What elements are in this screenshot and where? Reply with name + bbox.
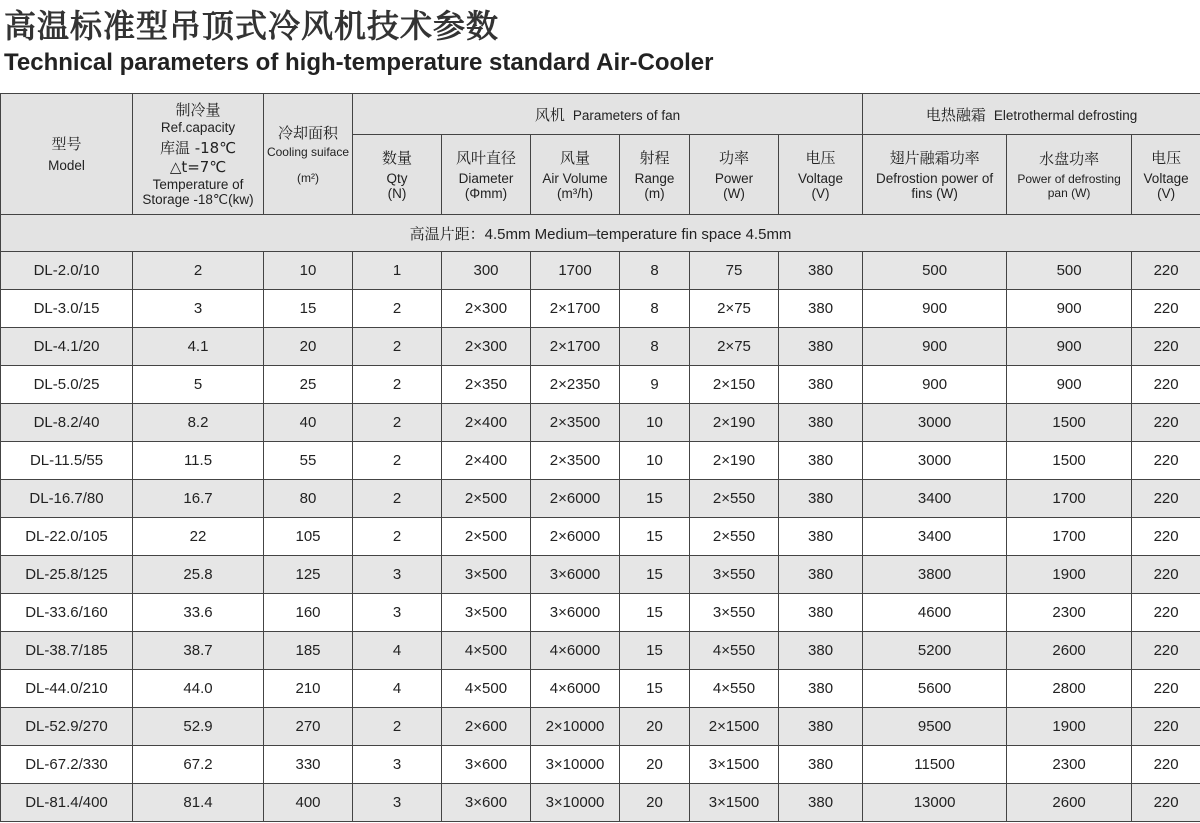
cell-fin-power: 3800	[863, 556, 1007, 594]
cell-diameter: 300	[442, 252, 531, 290]
cell-power: 2×190	[690, 404, 779, 442]
cell-range: 20	[620, 784, 690, 822]
cell-power: 75	[690, 252, 779, 290]
cell-voltage: 380	[779, 442, 863, 480]
col-qty-header: 数量 Qty (N)	[353, 135, 442, 215]
cell-power: 3×1500	[690, 746, 779, 784]
cell-power: 2×190	[690, 442, 779, 480]
cell-air-volume: 3×10000	[531, 746, 620, 784]
cell-pan-power: 2800	[1007, 670, 1132, 708]
cell-defrost-voltage: 220	[1132, 556, 1200, 594]
cell-fin-power: 5600	[863, 670, 1007, 708]
table-row	[1, 632, 1200, 670]
cell-voltage: 380	[779, 708, 863, 746]
spec-table	[0, 93, 1200, 822]
cell-fin-power: 4600	[863, 594, 1007, 632]
table-row	[1, 708, 1200, 746]
col-capacity-header: 制冷量 Ref.capacity 库温 -18℃ △t=7℃ Temperature of Storage -18℃(kw)	[133, 94, 264, 215]
col-surface-header: 冷却面积 Cooling suiface (m²)	[264, 94, 353, 215]
col-model-header: 型号 Model	[1, 94, 133, 215]
cell-surface: 40	[264, 404, 353, 442]
cell-diameter: 4×500	[442, 632, 531, 670]
cell-model: DL-16.7/80	[1, 480, 133, 518]
col-defrost-voltage-header: 电压 Voltage (V)	[1132, 135, 1200, 215]
cell-model: DL-11.5/55	[1, 442, 133, 480]
table-row	[1, 404, 1200, 442]
cell-defrost-voltage: 220	[1132, 594, 1200, 632]
cell-pan-power: 1700	[1007, 518, 1132, 556]
cell-range: 20	[620, 708, 690, 746]
cell-voltage: 380	[779, 366, 863, 404]
cell-air-volume: 1700	[531, 252, 620, 290]
cell-qty: 2	[353, 518, 442, 556]
cell-model: DL-3.0/15	[1, 290, 133, 328]
cell-pan-power: 1500	[1007, 404, 1132, 442]
cell-fin-power: 900	[863, 328, 1007, 366]
cell-qty: 4	[353, 632, 442, 670]
cell-qty: 4	[353, 670, 442, 708]
cell-voltage: 380	[779, 632, 863, 670]
cell-capacity: 3	[133, 290, 264, 328]
cell-model: DL-4.1/20	[1, 328, 133, 366]
fin-spacing-band	[1, 215, 1200, 252]
fin-spacing-label: 高温片距：4.5mm Medium–temperature fin space 4.5mm	[1, 215, 1200, 252]
cell-model: DL-25.8/125	[1, 556, 133, 594]
cell-diameter: 3×600	[442, 746, 531, 784]
cell-range: 8	[620, 328, 690, 366]
cell-range: 15	[620, 480, 690, 518]
cell-range: 15	[620, 632, 690, 670]
cell-range: 10	[620, 404, 690, 442]
cell-capacity: 33.6	[133, 594, 264, 632]
table-row	[1, 556, 1200, 594]
cell-fin-power: 11500	[863, 746, 1007, 784]
cell-capacity: 38.7	[133, 632, 264, 670]
cell-pan-power: 900	[1007, 366, 1132, 404]
col-power-header: 功率 Power (W)	[690, 135, 779, 215]
cell-model: DL-2.0/10	[1, 252, 133, 290]
cell-power: 4×550	[690, 670, 779, 708]
cell-qty: 3	[353, 746, 442, 784]
cell-voltage: 380	[779, 404, 863, 442]
cell-fin-power: 5200	[863, 632, 1007, 670]
cell-model: DL-5.0/25	[1, 366, 133, 404]
cell-defrost-voltage: 220	[1132, 404, 1200, 442]
cell-air-volume: 3×6000	[531, 556, 620, 594]
cell-fin-power: 3000	[863, 442, 1007, 480]
cell-fin-power: 3000	[863, 404, 1007, 442]
cell-capacity: 16.7	[133, 480, 264, 518]
cell-model: DL-22.0/105	[1, 518, 133, 556]
cell-diameter: 2×500	[442, 480, 531, 518]
cell-capacity: 44.0	[133, 670, 264, 708]
cell-diameter: 2×300	[442, 328, 531, 366]
cell-voltage: 380	[779, 556, 863, 594]
cell-pan-power: 2600	[1007, 784, 1132, 822]
cell-capacity: 4.1	[133, 328, 264, 366]
cell-diameter: 2×400	[442, 404, 531, 442]
cell-range: 15	[620, 518, 690, 556]
table-row	[1, 746, 1200, 784]
cell-fin-power: 9500	[863, 708, 1007, 746]
cell-surface: 330	[264, 746, 353, 784]
col-air-volume-header: 风量 Air Volume (m³/h)	[531, 135, 620, 215]
cell-power: 3×550	[690, 594, 779, 632]
cell-voltage: 380	[779, 252, 863, 290]
cell-power: 3×1500	[690, 784, 779, 822]
cell-air-volume: 2×6000	[531, 480, 620, 518]
table-row	[1, 784, 1200, 822]
cell-surface: 25	[264, 366, 353, 404]
cell-pan-power: 1900	[1007, 708, 1132, 746]
cell-fin-power: 13000	[863, 784, 1007, 822]
cell-air-volume: 2×3500	[531, 442, 620, 480]
cell-capacity: 5	[133, 366, 264, 404]
cell-diameter: 3×600	[442, 784, 531, 822]
table-body	[1, 215, 1200, 822]
cell-diameter: 2×350	[442, 366, 531, 404]
cell-range: 15	[620, 670, 690, 708]
col-fin-power-header: 翅片融霜功率 Defrostion power of fins (W)	[863, 135, 1007, 215]
cell-capacity: 8.2	[133, 404, 264, 442]
cell-model: DL-33.6/160	[1, 594, 133, 632]
cell-pan-power: 1900	[1007, 556, 1132, 594]
cell-air-volume: 2×1700	[531, 290, 620, 328]
cell-defrost-voltage: 220	[1132, 252, 1200, 290]
cell-power: 3×550	[690, 556, 779, 594]
cell-capacity: 11.5	[133, 442, 264, 480]
cell-surface: 185	[264, 632, 353, 670]
cell-defrost-voltage: 220	[1132, 746, 1200, 784]
table-row	[1, 594, 1200, 632]
cell-surface: 10	[264, 252, 353, 290]
cell-surface: 55	[264, 442, 353, 480]
cell-diameter: 2×400	[442, 442, 531, 480]
table-row	[1, 480, 1200, 518]
cell-defrost-voltage: 220	[1132, 632, 1200, 670]
table-row	[1, 252, 1200, 290]
cell-power: 4×550	[690, 632, 779, 670]
cell-diameter: 2×600	[442, 708, 531, 746]
cell-power: 2×550	[690, 518, 779, 556]
cell-voltage: 380	[779, 290, 863, 328]
cell-air-volume: 2×3500	[531, 404, 620, 442]
cell-defrost-voltage: 220	[1132, 784, 1200, 822]
cell-surface: 270	[264, 708, 353, 746]
cell-surface: 15	[264, 290, 353, 328]
cell-power: 2×150	[690, 366, 779, 404]
cell-surface: 105	[264, 518, 353, 556]
cell-qty: 2	[353, 442, 442, 480]
cell-defrost-voltage: 220	[1132, 670, 1200, 708]
cell-surface: 20	[264, 328, 353, 366]
table-row	[1, 670, 1200, 708]
cell-defrost-voltage: 220	[1132, 366, 1200, 404]
cell-fin-power: 3400	[863, 480, 1007, 518]
cell-capacity: 81.4	[133, 784, 264, 822]
cell-diameter: 2×300	[442, 290, 531, 328]
cell-capacity: 2	[133, 252, 264, 290]
cell-qty: 3	[353, 556, 442, 594]
col-range-header: 射程 Range (m)	[620, 135, 690, 215]
cell-surface: 160	[264, 594, 353, 632]
table-row	[1, 442, 1200, 480]
cell-range: 9	[620, 366, 690, 404]
cell-range: 15	[620, 556, 690, 594]
cell-model: DL-8.2/40	[1, 404, 133, 442]
cell-range: 8	[620, 252, 690, 290]
cell-qty: 3	[353, 594, 442, 632]
cell-surface: 400	[264, 784, 353, 822]
cell-range: 8	[620, 290, 690, 328]
cell-defrost-voltage: 220	[1132, 518, 1200, 556]
cell-diameter: 3×500	[442, 556, 531, 594]
cell-voltage: 380	[779, 784, 863, 822]
cell-air-volume: 2×6000	[531, 518, 620, 556]
cell-pan-power: 2600	[1007, 632, 1132, 670]
cell-qty: 2	[353, 404, 442, 442]
cell-voltage: 380	[779, 594, 863, 632]
cell-qty: 2	[353, 328, 442, 366]
cell-pan-power: 900	[1007, 290, 1132, 328]
cell-capacity: 25.8	[133, 556, 264, 594]
cell-pan-power: 2300	[1007, 746, 1132, 784]
table-row	[1, 518, 1200, 556]
cell-fin-power: 500	[863, 252, 1007, 290]
cell-power: 2×75	[690, 328, 779, 366]
cell-qty: 2	[353, 708, 442, 746]
fan-group-header: 风机 Parameters of fan	[353, 94, 863, 135]
cell-capacity: 52.9	[133, 708, 264, 746]
cell-air-volume: 2×1700	[531, 328, 620, 366]
cell-voltage: 380	[779, 328, 863, 366]
cell-range: 20	[620, 746, 690, 784]
cell-air-volume: 3×6000	[531, 594, 620, 632]
cell-power: 2×1500	[690, 708, 779, 746]
cell-capacity: 67.2	[133, 746, 264, 784]
cell-range: 15	[620, 594, 690, 632]
cell-fin-power: 3400	[863, 518, 1007, 556]
cell-model: DL-81.4/400	[1, 784, 133, 822]
cell-voltage: 380	[779, 746, 863, 784]
defrost-group-header: 电热融霜 Eletrothermal defrosting	[863, 94, 1200, 135]
cell-air-volume: 4×6000	[531, 632, 620, 670]
cell-air-volume: 2×2350	[531, 366, 620, 404]
cell-air-volume: 4×6000	[531, 670, 620, 708]
cell-pan-power: 500	[1007, 252, 1132, 290]
page-title-chinese: 高温标准型吊顶式冷风机技术参数	[4, 7, 500, 45]
cell-qty: 2	[353, 366, 442, 404]
cell-pan-power: 1700	[1007, 480, 1132, 518]
table-row	[1, 366, 1200, 404]
cell-voltage: 380	[779, 480, 863, 518]
cell-model: DL-44.0/210	[1, 670, 133, 708]
cell-diameter: 2×500	[442, 518, 531, 556]
col-diameter-header: 风叶直径 Diameter (Φmm)	[442, 135, 531, 215]
col-pan-power-header: 水盘功率 Power of defrosting pan (W)	[1007, 135, 1132, 215]
cell-pan-power: 900	[1007, 328, 1132, 366]
cell-capacity: 22	[133, 518, 264, 556]
table-header	[1, 94, 1200, 215]
cell-power: 2×550	[690, 480, 779, 518]
cell-qty: 3	[353, 784, 442, 822]
cell-model: DL-52.9/270	[1, 708, 133, 746]
cell-defrost-voltage: 220	[1132, 480, 1200, 518]
cell-defrost-voltage: 220	[1132, 442, 1200, 480]
cell-defrost-voltage: 220	[1132, 328, 1200, 366]
cell-diameter: 3×500	[442, 594, 531, 632]
col-voltage-header: 电压 Voltage (V)	[779, 135, 863, 215]
page-title-english: Technical parameters of high-temperature standard Air-Cooler	[4, 49, 714, 76]
cell-defrost-voltage: 220	[1132, 290, 1200, 328]
cell-defrost-voltage: 220	[1132, 708, 1200, 746]
cell-model: DL-67.2/330	[1, 746, 133, 784]
cell-fin-power: 900	[863, 366, 1007, 404]
cell-power: 2×75	[690, 290, 779, 328]
cell-qty: 2	[353, 290, 442, 328]
cell-voltage: 380	[779, 518, 863, 556]
cell-air-volume: 3×10000	[531, 784, 620, 822]
table-row	[1, 290, 1200, 328]
cell-fin-power: 900	[863, 290, 1007, 328]
cell-diameter: 4×500	[442, 670, 531, 708]
table-row	[1, 328, 1200, 366]
cell-qty: 1	[353, 252, 442, 290]
cell-pan-power: 2300	[1007, 594, 1132, 632]
cell-range: 10	[620, 442, 690, 480]
cell-surface: 80	[264, 480, 353, 518]
cell-pan-power: 1500	[1007, 442, 1132, 480]
cell-surface: 210	[264, 670, 353, 708]
cell-model: DL-38.7/185	[1, 632, 133, 670]
cell-surface: 125	[264, 556, 353, 594]
cell-air-volume: 2×10000	[531, 708, 620, 746]
cell-qty: 2	[353, 480, 442, 518]
cell-voltage: 380	[779, 670, 863, 708]
